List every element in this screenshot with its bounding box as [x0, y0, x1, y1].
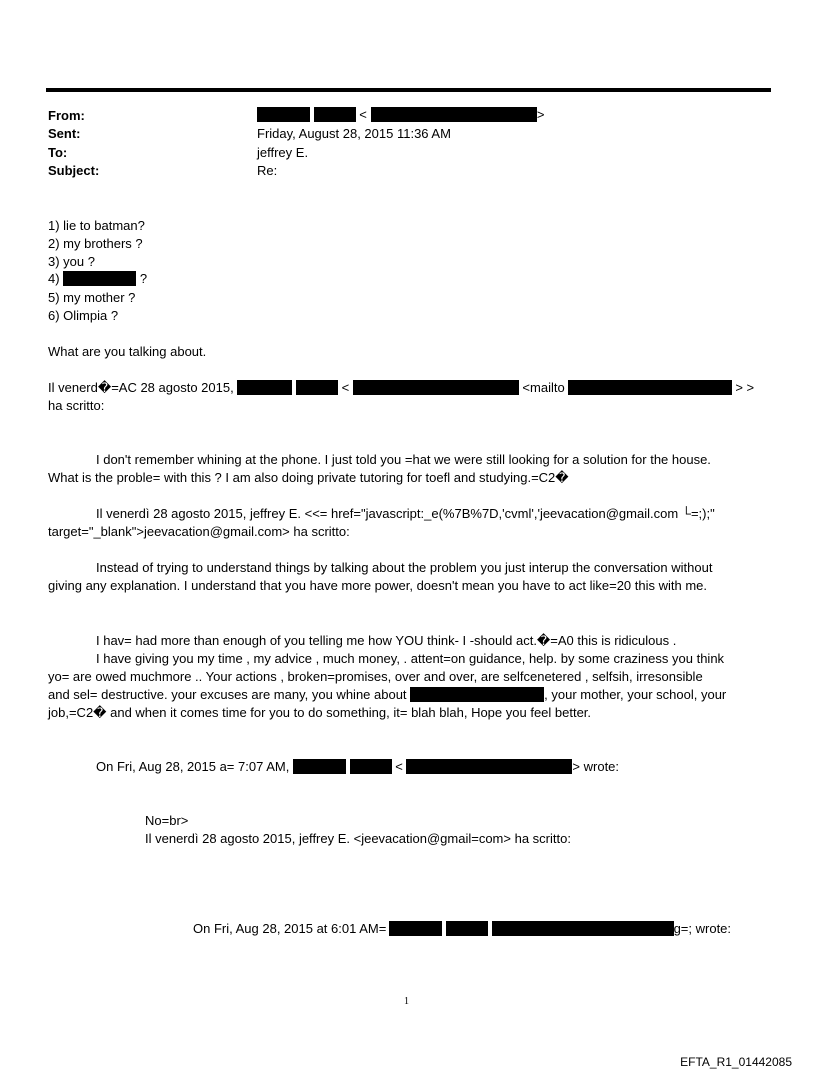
redaction [237, 380, 292, 395]
paragraph-line: giving any explanation. I understand that you have more power, doesn't mean you have to act like=20 this with me. [48, 578, 708, 593]
quote-header: Il venerd�=AC 28 agosto 2015, < <mailto > > [48, 380, 755, 395]
redaction [63, 271, 136, 286]
from-label: From: [48, 108, 85, 123]
list-item: 4) ? [48, 271, 148, 286]
list-item: 3) you ? [48, 254, 95, 269]
redaction [350, 759, 392, 774]
redaction [353, 380, 519, 395]
page-number: 1 [404, 996, 409, 1007]
paragraph-line: and sel= destructive. your excuses are many, you whine about , your mother, your school, your [48, 687, 727, 702]
redaction [314, 107, 356, 122]
paragraph-line: I hav= had more than enough of you telling me how YOU think- I -should act.�=A0 this is ridiculous . [96, 633, 677, 648]
quote-header: On Fri, Aug 28, 2015 at 6:01 AM= g=; wrote: [193, 921, 732, 936]
sent-value: Friday, August 28, 2015 11:36 AM [257, 126, 451, 141]
from-lt: < [359, 107, 367, 122]
redaction [293, 759, 346, 774]
paragraph-line: I don't remember whining at the phone. I just told you =hat we were still looking for a solution for the house. [96, 452, 711, 467]
header-rule [46, 88, 771, 92]
list-item: 6) Olimpia ? [48, 308, 119, 323]
redaction [257, 107, 310, 122]
sent-label: Sent: [48, 126, 81, 141]
subject-value: Re: [257, 163, 278, 178]
redaction [296, 380, 338, 395]
to-label: To: [48, 145, 68, 160]
paragraph-line: yo= are owed muchmore .. Your actions , broken=promises, over and over, are selfcenetered , selfsih, irresonsible [48, 669, 703, 684]
subject-label: Subject: [48, 163, 100, 178]
redaction [410, 687, 544, 702]
list-item: 1) lie to batman? [48, 218, 145, 233]
quote-header-line2: ha scritto: [48, 398, 105, 413]
paragraph-line: What is the proble= with this ? I am also doing private tutoring for toefl and studying.=C2� [48, 470, 569, 485]
quote-header-line2: target="_blank">jeevacation@gmail.com> ha scritto: [48, 524, 350, 539]
list-item: 2) my brothers ? [48, 236, 143, 251]
paragraph-line: I have giving you my time , my advice , much money, . attent=on guidance, help. by some craziness you think [96, 651, 725, 666]
redaction [446, 921, 488, 936]
quote-header: On Fri, Aug 28, 2015 a= 7:07 AM, < > wrote: [96, 759, 620, 774]
redaction [406, 759, 572, 774]
from-value [257, 107, 544, 123]
from-gt: > [536, 107, 545, 122]
quote-line: No=br> [145, 813, 189, 828]
document-id: EFTA_R1_01442085 [680, 1055, 792, 1069]
paragraph-line: Instead of trying to understand things by talking about the problem you just interup the conversation without [96, 560, 713, 575]
quote-header: Il venerdì 28 agosto 2015, jeffrey E. <jeevacation@gmail=com> ha scritto: [145, 831, 571, 846]
redaction [568, 380, 732, 395]
to-value: jeffrey E. [257, 145, 309, 160]
paragraph-line: job,=C2� and when it comes time for you to do something, it= blah blah, Hope you feel better. [48, 705, 592, 720]
redaction [492, 921, 674, 936]
redaction [389, 921, 442, 936]
quote-header: Il venerdì 28 agosto 2015, jeffrey E. <<= href="javascript:_e(%7B%7D,'cvml','jeevacation@gmail.com └=;);" [96, 506, 715, 521]
list-item: 5) my mother ? [48, 290, 136, 305]
redaction [371, 107, 537, 122]
question-text: What are you talking about. [48, 344, 207, 359]
